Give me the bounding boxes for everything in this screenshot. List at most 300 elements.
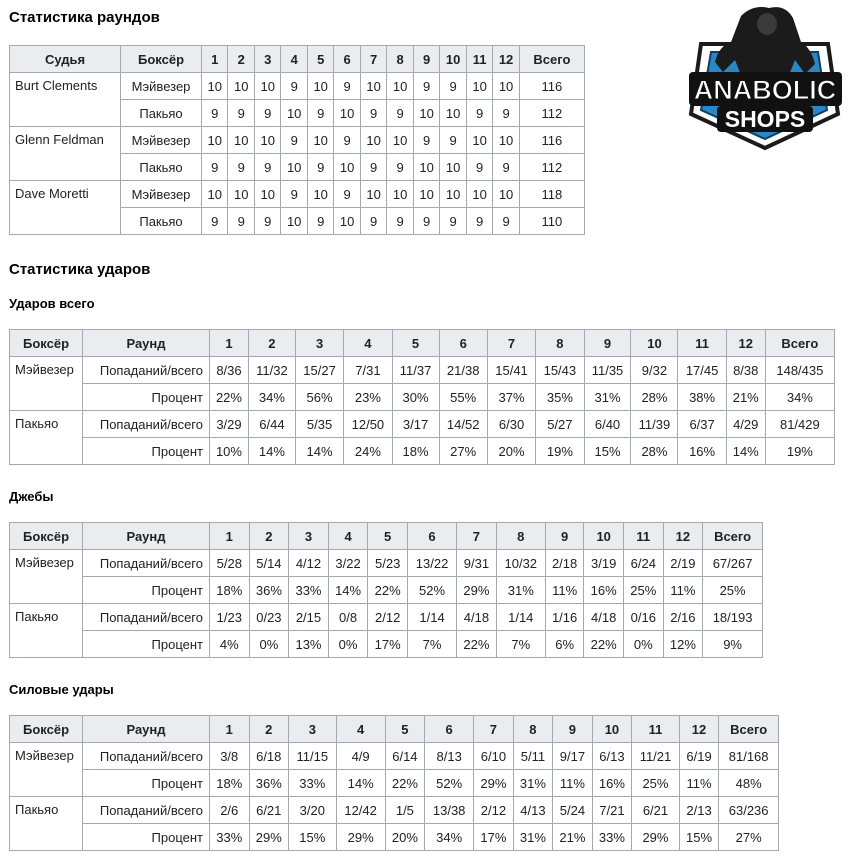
stat-cell: 11/21 — [632, 743, 680, 770]
score-cell: 9 — [466, 154, 492, 181]
column-header: 6 — [334, 46, 360, 73]
score-cell: 9 — [307, 154, 333, 181]
column-header: 8 — [387, 46, 413, 73]
stat-cell: 5/24 — [553, 797, 593, 824]
column-header: 12 — [493, 46, 519, 73]
score-cell: 10 — [334, 208, 360, 235]
column-header: 10 — [440, 46, 466, 73]
round-label: Попаданий/всего — [83, 743, 210, 770]
score-cell: 9 — [440, 73, 466, 100]
stat-cell: 37% — [487, 384, 535, 411]
stat-cell: 25% — [632, 770, 680, 797]
stat-cell: 6/30 — [487, 411, 535, 438]
score-cell: 10 — [228, 181, 254, 208]
boxer-name: Мэйвезер — [121, 127, 202, 154]
stat-cell: 28% — [631, 438, 678, 465]
stat-cell: 13/38 — [425, 797, 474, 824]
column-header: 1 — [210, 330, 249, 357]
score-cell: 10 — [202, 73, 228, 100]
column-header: 1 — [202, 46, 228, 73]
column-header: 5 — [392, 330, 439, 357]
stat-cell: 1/16 — [545, 604, 584, 631]
table-row — [10, 743, 779, 770]
boxer-name: Пакьяо — [10, 604, 83, 658]
stat-cell: 6/13 — [592, 743, 632, 770]
column-header: 6 — [407, 523, 456, 550]
column-header: 7 — [474, 716, 514, 743]
stat-cell: 2/18 — [545, 550, 584, 577]
column-header: 10 — [584, 523, 624, 550]
score-cell: 9 — [493, 154, 519, 181]
boxer-name: Пакьяо — [10, 411, 83, 465]
column-header: 9 — [545, 523, 584, 550]
stat-cell: 20% — [385, 824, 425, 851]
stat-cell: 13% — [289, 631, 329, 658]
column-header: 2 — [249, 716, 289, 743]
score-cell: 9 — [440, 208, 466, 235]
score-cell: 10 — [360, 127, 386, 154]
svg-text:ANABOLIC: ANABOLIC — [693, 75, 837, 105]
stat-cell: 20% — [487, 438, 535, 465]
column-header: Всего — [765, 330, 834, 357]
stat-cell: 14% — [328, 577, 368, 604]
stat-cell: 16% — [584, 577, 624, 604]
stat-cell: 5/27 — [536, 411, 584, 438]
score-cell: 9 — [307, 100, 333, 127]
stat-cell: 7/31 — [344, 357, 392, 384]
round-label: Процент — [83, 577, 210, 604]
column-header: 5 — [307, 46, 333, 73]
stat-cell: 9% — [703, 631, 763, 658]
stat-cell: 12/50 — [344, 411, 392, 438]
stat-cell: 2/13 — [679, 797, 719, 824]
boxer-name: Пакьяо — [10, 797, 83, 851]
column-header: 8 — [513, 716, 553, 743]
stat-cell: 29% — [632, 824, 680, 851]
table-row — [10, 73, 585, 100]
header-row — [10, 46, 585, 73]
table-row — [10, 824, 779, 851]
column-header: 8 — [496, 523, 545, 550]
column-header: 7 — [457, 523, 497, 550]
table-row — [10, 127, 585, 154]
score-cell: 10 — [334, 154, 360, 181]
score-cell: 10 — [254, 181, 280, 208]
column-header: Всего — [519, 46, 584, 73]
stat-cell: 9/32 — [631, 357, 678, 384]
boxer-name: Мэйвезер — [121, 181, 202, 208]
column-header: 11 — [678, 330, 726, 357]
stat-cell: 11% — [679, 770, 719, 797]
stat-cell: 3/8 — [210, 743, 250, 770]
round-label: Попаданий/всего — [83, 550, 210, 577]
stat-cell: 31% — [584, 384, 631, 411]
stat-cell: 34% — [248, 384, 295, 411]
column-header: Боксёр — [10, 523, 83, 550]
stat-cell: 14% — [726, 438, 765, 465]
stat-cell: 148/435 — [765, 357, 834, 384]
stat-cell: 21% — [553, 824, 593, 851]
column-header: 1 — [210, 716, 250, 743]
column-header: Раунд — [83, 330, 210, 357]
stat-cell: 35% — [536, 384, 584, 411]
stat-cell: 18% — [392, 438, 439, 465]
column-header: 2 — [248, 330, 295, 357]
stat-cell: 9/31 — [457, 550, 497, 577]
round-label: Попаданий/всего — [83, 797, 210, 824]
stat-cell: 7% — [407, 631, 456, 658]
score-cell: 10 — [413, 181, 439, 208]
table-row — [10, 577, 763, 604]
score-cell: 9 — [202, 100, 228, 127]
stat-cell: 11% — [553, 770, 593, 797]
score-cell: 10 — [228, 73, 254, 100]
score-cell: 10 — [202, 181, 228, 208]
judge-name: Burt Clements — [10, 73, 121, 127]
boxer-name: Мэйвезер — [10, 743, 83, 797]
stat-cell: 81/168 — [719, 743, 779, 770]
stat-cell: 3/29 — [210, 411, 249, 438]
stat-cell: 4/18 — [584, 604, 624, 631]
column-header: Судья — [10, 46, 121, 73]
stat-cell: 18% — [210, 770, 250, 797]
stat-cell: 21% — [726, 384, 765, 411]
boxer-name: Мэйвезер — [10, 550, 83, 604]
score-cell: 116 — [519, 127, 584, 154]
stat-cell: 5/23 — [368, 550, 408, 577]
stat-cell: 81/429 — [765, 411, 834, 438]
anabolic-shops-logo[interactable] — [683, 2, 848, 152]
column-header: 4 — [344, 330, 392, 357]
stat-cell: 5/28 — [210, 550, 250, 577]
score-cell: 10 — [466, 73, 492, 100]
column-header: Боксёр — [10, 716, 83, 743]
stat-cell: 17% — [474, 824, 514, 851]
score-cell: 9 — [413, 127, 439, 154]
column-header: 12 — [663, 523, 703, 550]
stat-cell: 11/37 — [392, 357, 439, 384]
score-cell: 116 — [519, 73, 584, 100]
score-cell: 10 — [493, 127, 519, 154]
stat-cell: 11% — [663, 577, 703, 604]
column-header: 4 — [281, 46, 307, 73]
stat-cell: 0% — [249, 631, 289, 658]
stat-cell: 6/40 — [584, 411, 631, 438]
score-cell: 10 — [254, 73, 280, 100]
score-cell: 10 — [413, 100, 439, 127]
stat-cell: 0/8 — [328, 604, 368, 631]
stat-cell: 4/12 — [289, 550, 329, 577]
stat-cell: 3/17 — [392, 411, 439, 438]
stat-cell: 19% — [536, 438, 584, 465]
round-label: Процент — [83, 824, 210, 851]
round-label: Процент — [83, 770, 210, 797]
column-header: 9 — [553, 716, 593, 743]
table-row — [10, 770, 779, 797]
stat-cell: 1/14 — [496, 604, 545, 631]
column-header: 4 — [336, 716, 385, 743]
score-cell: 9 — [281, 127, 307, 154]
score-cell: 10 — [440, 154, 466, 181]
column-header: Всего — [703, 523, 763, 550]
stat-cell: 7/21 — [592, 797, 632, 824]
column-header: 3 — [289, 523, 329, 550]
stat-cell: 2/15 — [289, 604, 329, 631]
column-header: Раунд — [83, 716, 210, 743]
score-cell: 10 — [440, 100, 466, 127]
table-row — [10, 357, 835, 384]
stat-cell: 0/23 — [249, 604, 289, 631]
stat-cell: 52% — [407, 577, 456, 604]
stat-cell: 33% — [289, 577, 329, 604]
stat-cell: 8/36 — [210, 357, 249, 384]
boxer-name: Пакьяо — [121, 100, 202, 127]
stat-cell: 29% — [474, 770, 514, 797]
stat-cell: 6/19 — [679, 743, 719, 770]
score-cell: 9 — [440, 127, 466, 154]
score-cell: 10 — [387, 181, 413, 208]
total-punches-table — [9, 329, 835, 465]
stat-cell: 0/16 — [623, 604, 663, 631]
column-header: 3 — [254, 46, 280, 73]
score-cell: 10 — [493, 181, 519, 208]
stat-cell: 67/267 — [703, 550, 763, 577]
table-row — [10, 181, 585, 208]
stat-cell: 33% — [289, 770, 337, 797]
score-cell: 9 — [360, 208, 386, 235]
stat-cell: 6/18 — [249, 743, 289, 770]
stat-cell: 4/18 — [457, 604, 497, 631]
score-cell: 9 — [254, 154, 280, 181]
score-cell: 10 — [307, 127, 333, 154]
stat-cell: 11/39 — [631, 411, 678, 438]
round-label: Попаданий/всего — [83, 604, 210, 631]
stat-cell: 36% — [249, 770, 289, 797]
column-header: 12 — [726, 330, 765, 357]
stat-cell: 5/14 — [249, 550, 289, 577]
score-cell: 112 — [519, 100, 584, 127]
stat-cell: 10/32 — [496, 550, 545, 577]
table-row — [10, 438, 835, 465]
stat-cell: 4/29 — [726, 411, 765, 438]
stat-cell: 11/35 — [584, 357, 631, 384]
table-row — [10, 411, 835, 438]
score-cell: 9 — [360, 100, 386, 127]
stat-cell: 14% — [248, 438, 295, 465]
svg-text:SHOPS: SHOPS — [724, 106, 806, 132]
score-cell: 10 — [360, 181, 386, 208]
header-row — [10, 716, 779, 743]
score-cell: 9 — [387, 154, 413, 181]
stat-cell: 31% — [513, 824, 553, 851]
stat-cell: 6/14 — [385, 743, 425, 770]
table-row — [10, 550, 763, 577]
score-cell: 9 — [387, 208, 413, 235]
score-cell: 9 — [334, 73, 360, 100]
stat-cell: 1/23 — [210, 604, 250, 631]
score-cell: 9 — [228, 154, 254, 181]
stat-cell: 4% — [210, 631, 250, 658]
stat-cell: 6/44 — [248, 411, 295, 438]
stat-cell: 55% — [439, 384, 487, 411]
score-cell: 9 — [413, 208, 439, 235]
score-cell: 9 — [202, 154, 228, 181]
stat-cell: 15% — [679, 824, 719, 851]
stat-cell: 5/11 — [513, 743, 553, 770]
score-cell: 10 — [387, 73, 413, 100]
score-cell: 9 — [254, 100, 280, 127]
total-punches-title: Ударов всего — [9, 296, 95, 311]
round-label: Попаданий/всего — [83, 411, 210, 438]
stat-cell: 48% — [719, 770, 779, 797]
column-header: 8 — [536, 330, 584, 357]
rounds-section-title: Статистика раундов — [9, 9, 160, 26]
column-header: 1 — [210, 523, 250, 550]
stat-cell: 6% — [545, 631, 584, 658]
score-cell: 9 — [493, 208, 519, 235]
stat-cell: 1/14 — [407, 604, 456, 631]
stat-cell: 2/16 — [663, 604, 703, 631]
header-row — [10, 523, 763, 550]
column-header: 4 — [328, 523, 368, 550]
column-header: 6 — [425, 716, 474, 743]
judge-name: Glenn Feldman — [10, 127, 121, 181]
stat-cell: 30% — [392, 384, 439, 411]
stat-cell: 4/13 — [513, 797, 553, 824]
stat-cell: 15/43 — [536, 357, 584, 384]
stat-cell: 25% — [703, 577, 763, 604]
score-cell: 118 — [519, 181, 584, 208]
score-cell: 9 — [281, 181, 307, 208]
stat-cell: 28% — [631, 384, 678, 411]
stat-cell: 34% — [425, 824, 474, 851]
stat-cell: 15% — [584, 438, 631, 465]
stat-cell: 56% — [295, 384, 343, 411]
score-cell: 9 — [493, 100, 519, 127]
score-cell: 9 — [307, 208, 333, 235]
stat-cell: 21/38 — [439, 357, 487, 384]
score-cell: 9 — [466, 100, 492, 127]
table-row — [10, 631, 763, 658]
stat-cell: 6/10 — [474, 743, 514, 770]
stat-cell: 12/42 — [336, 797, 385, 824]
stat-cell: 7% — [496, 631, 545, 658]
jabs-title: Джебы — [9, 489, 54, 504]
column-header: 9 — [413, 46, 439, 73]
score-cell: 10 — [413, 154, 439, 181]
column-header: Всего — [719, 716, 779, 743]
header-row — [10, 330, 835, 357]
score-cell: 10 — [281, 100, 307, 127]
score-cell: 9 — [466, 208, 492, 235]
stat-cell: 14% — [295, 438, 343, 465]
stat-cell: 22% — [368, 577, 408, 604]
stat-cell: 0% — [623, 631, 663, 658]
stat-cell: 3/20 — [289, 797, 337, 824]
round-label: Попаданий/всего — [83, 357, 210, 384]
column-header: 11 — [623, 523, 663, 550]
score-cell: 9 — [360, 154, 386, 181]
stat-cell: 33% — [210, 824, 250, 851]
column-header: 9 — [584, 330, 631, 357]
stat-cell: 5/35 — [295, 411, 343, 438]
stat-cell: 63/236 — [719, 797, 779, 824]
stat-cell: 19% — [765, 438, 834, 465]
column-header: 6 — [439, 330, 487, 357]
stat-cell: 29% — [336, 824, 385, 851]
stat-cell: 3/22 — [328, 550, 368, 577]
stat-cell: 6/24 — [623, 550, 663, 577]
stat-cell: 2/19 — [663, 550, 703, 577]
boxer-name: Мэйвезер — [10, 357, 83, 411]
column-header: 7 — [487, 330, 535, 357]
table-row — [10, 384, 835, 411]
score-cell: 110 — [519, 208, 584, 235]
stat-cell: 8/13 — [425, 743, 474, 770]
round-label: Процент — [83, 631, 210, 658]
table-row — [10, 604, 763, 631]
stat-cell: 6/21 — [249, 797, 289, 824]
column-header: 7 — [360, 46, 386, 73]
boxer-name: Пакьяо — [121, 154, 202, 181]
jabs-table — [9, 522, 763, 658]
stat-cell: 8/38 — [726, 357, 765, 384]
stat-cell: 18% — [210, 577, 250, 604]
score-cell: 9 — [281, 73, 307, 100]
stat-cell: 11% — [545, 577, 584, 604]
score-cell: 9 — [413, 73, 439, 100]
score-cell: 9 — [254, 208, 280, 235]
score-cell: 10 — [334, 100, 360, 127]
column-header: Раунд — [83, 523, 210, 550]
stat-cell: 33% — [592, 824, 632, 851]
stat-cell: 3/19 — [584, 550, 624, 577]
stat-cell: 2/12 — [474, 797, 514, 824]
score-cell: 10 — [307, 73, 333, 100]
column-header: 10 — [592, 716, 632, 743]
column-header: 3 — [289, 716, 337, 743]
punches-section-title: Статистика ударов — [9, 261, 151, 278]
stat-cell: 22% — [457, 631, 497, 658]
judge-name: Dave Moretti — [10, 181, 121, 235]
stat-cell: 24% — [344, 438, 392, 465]
stat-cell: 11/32 — [248, 357, 295, 384]
score-cell: 10 — [466, 127, 492, 154]
stat-cell: 2/12 — [368, 604, 408, 631]
stat-cell: 13/22 — [407, 550, 456, 577]
power-punches-table — [9, 715, 779, 851]
column-header: 11 — [466, 46, 492, 73]
stat-cell: 2/6 — [210, 797, 250, 824]
stat-cell: 11/15 — [289, 743, 337, 770]
stat-cell: 52% — [425, 770, 474, 797]
stat-cell: 4/9 — [336, 743, 385, 770]
column-header: 3 — [295, 330, 343, 357]
stat-cell: 22% — [584, 631, 624, 658]
score-cell: 9 — [334, 181, 360, 208]
score-cell: 10 — [281, 208, 307, 235]
rounds-table — [9, 45, 585, 235]
round-label: Процент — [83, 384, 210, 411]
stat-cell: 6/37 — [678, 411, 726, 438]
stat-cell: 15/41 — [487, 357, 535, 384]
column-header: Боксёр — [10, 330, 83, 357]
power-punches-title: Силовые удары — [9, 682, 114, 697]
stat-cell: 12% — [663, 631, 703, 658]
column-header: 11 — [632, 716, 680, 743]
column-header: 2 — [249, 523, 289, 550]
stat-cell: 0% — [328, 631, 368, 658]
